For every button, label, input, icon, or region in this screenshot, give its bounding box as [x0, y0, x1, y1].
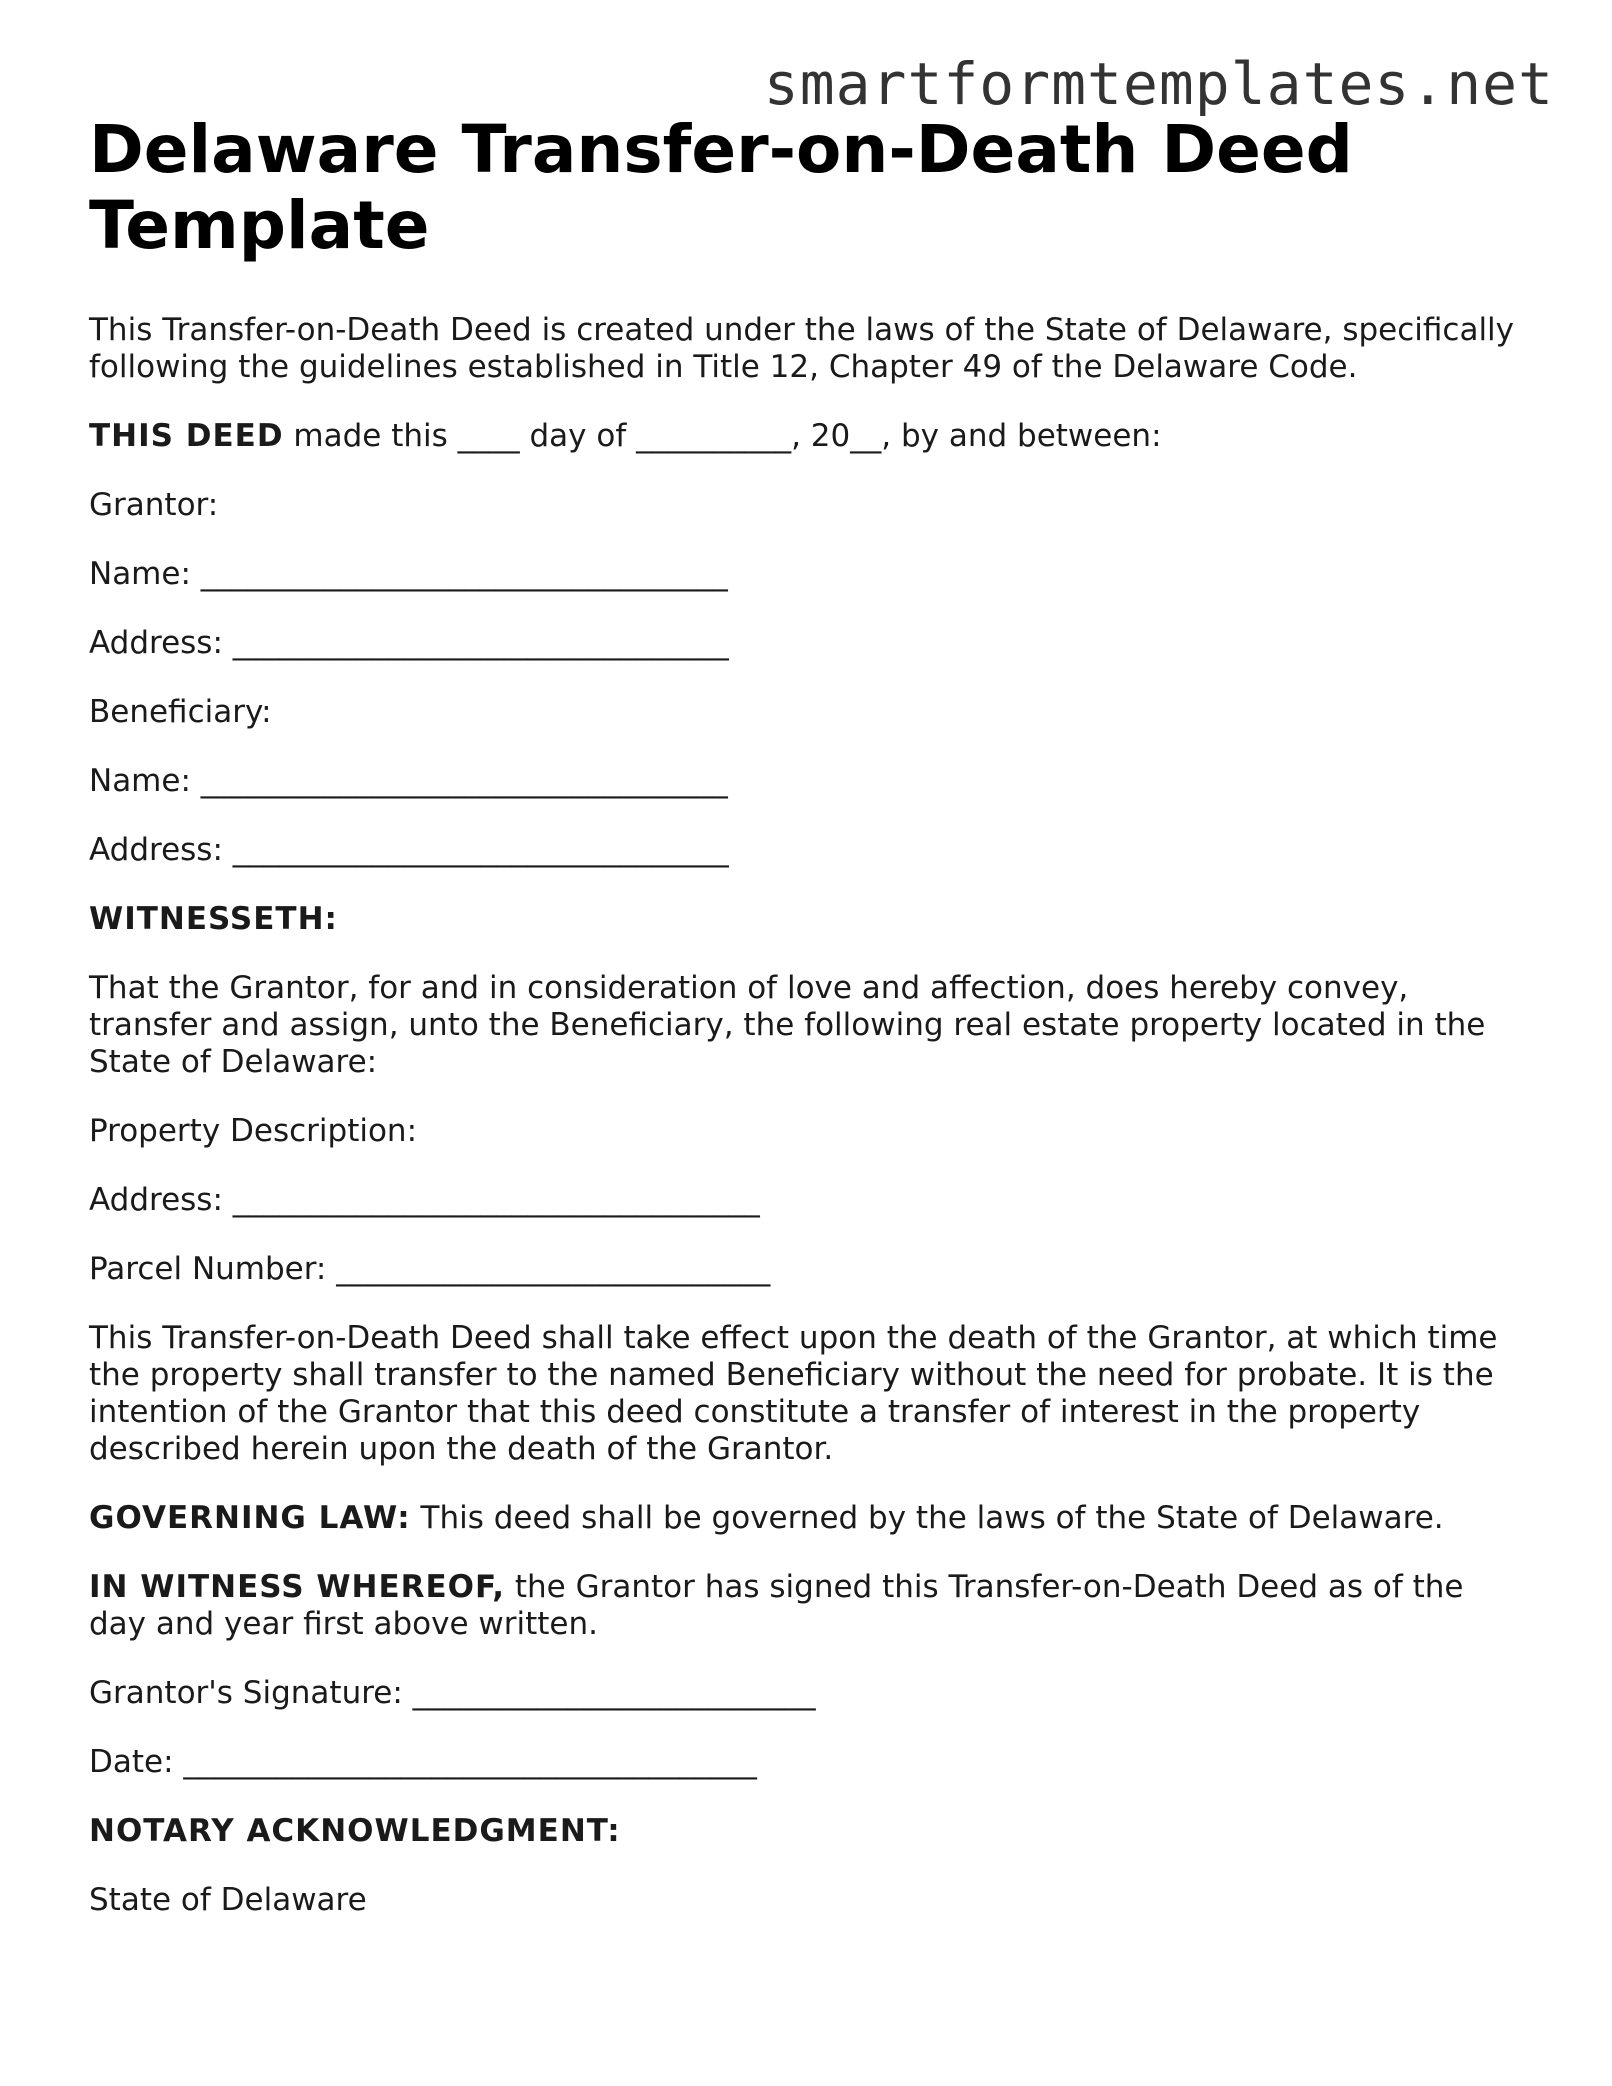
intro-paragraph: This Transfer-on-Death Deed is created under the laws of the State of Delaware, specifically following the guidelines established in Title 12, Chapter 49 of the Delaware Code. — [89, 312, 1515, 385]
watermark: smartformtemplates.net — [763, 50, 1554, 118]
grantor-signature-field[interactable]: Grantor's Signature: __________________________ — [89, 1675, 816, 1711]
effect-paragraph: This Transfer-on-Death Deed shall take effect upon the death of the Grantor, at which time the property shall transfer to the named Beneficiary without the need for probate. It is the intention of the Grantor that this deed constitute a transfer of interest in the property described herein upon the death of the Grantor. — [89, 1320, 1498, 1467]
property-address-field[interactable]: Address: __________________________________ — [89, 1182, 760, 1218]
notary-state: State of Delaware — [89, 1882, 367, 1918]
notary-bold: NOTARY ACKNOWLEDGMENT: — [89, 1813, 621, 1849]
notary-heading — [89, 1813, 1529, 1850]
witnesseth-bold: WITNESSETH: — [89, 901, 338, 937]
deed-line-bold: THIS DEED — [89, 418, 284, 454]
parcel-number-field[interactable]: Parcel Number: ____________________________ — [89, 1251, 771, 1287]
deed-line — [89, 418, 1529, 455]
date-field[interactable]: Date: _____________________________________ — [89, 1744, 757, 1780]
page-title: Delaware Transfer-on-Death Deed Template — [89, 111, 1353, 264]
governing-law-paragraph — [89, 1500, 1529, 1537]
grantor-address-field[interactable]: Address: ________________________________ — [89, 625, 729, 661]
beneficiary-heading: Beneficiary: — [89, 694, 272, 730]
document-page — [89, 112, 1529, 1919]
governing-law-text: This deed shall be governed by the laws of the State of Delaware. — [410, 1500, 1444, 1536]
witnesseth-paragraph: That the Grantor, for and in consideration of love and affection, does hereby convey, transfer and assign, unto the Beneficiary, the following real estate property located in the State of Delaware: — [89, 970, 1486, 1080]
in-witness-text: the Grantor has signed this Transfer-on-Death Deed as of the day and year first above written. — [89, 1569, 1464, 1642]
beneficiary-address-field[interactable]: Address: ________________________________ — [89, 832, 729, 868]
in-witness-paragraph — [89, 1569, 1529, 1643]
in-witness-bold: IN WITNESS WHEREOF, — [89, 1569, 506, 1605]
grantor-name-field[interactable]: Name: __________________________________ — [89, 556, 728, 592]
deed-line-text: made this ____ day of __________, 20__, by and between: — [283, 418, 1162, 454]
beneficiary-name-field[interactable]: Name: __________________________________ — [89, 763, 728, 799]
grantor-heading: Grantor: — [89, 487, 219, 523]
witnesseth-heading — [89, 901, 1529, 938]
governing-law-bold: GOVERNING LAW: — [89, 1500, 411, 1536]
property-heading: Property Description: — [89, 1113, 418, 1149]
